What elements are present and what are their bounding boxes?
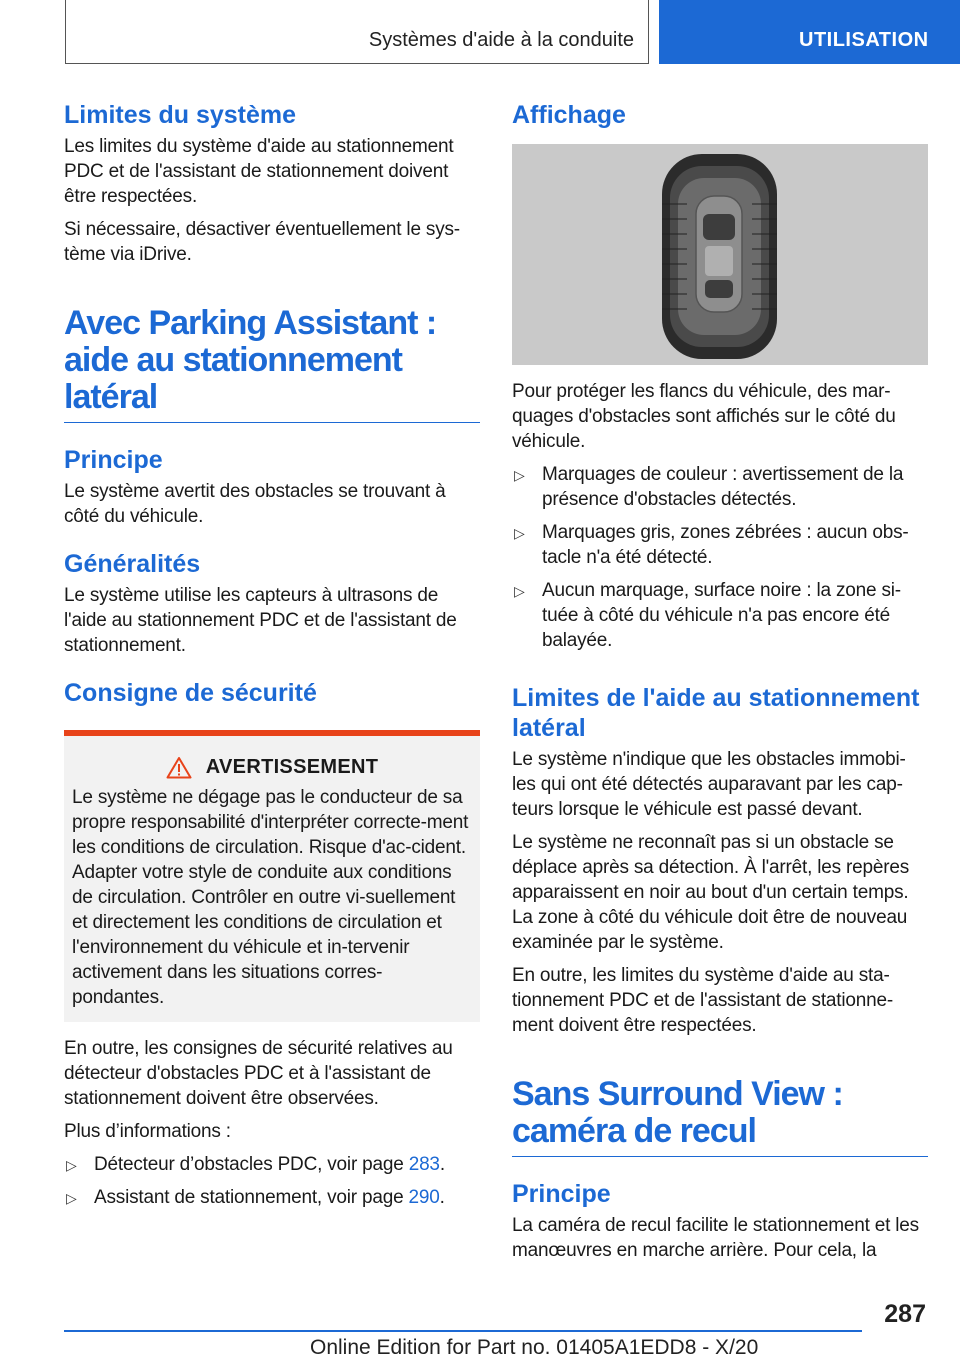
reference-item: ▷ Détecteur d’obstacles PDC, voir page 283. <box>64 1152 480 1177</box>
chapter-heading-rear-camera: Sans Surround View : caméra de recul <box>512 1076 928 1157</box>
more-info-label: Plus d’informations : <box>64 1121 231 1142</box>
general-heading: Généralités <box>64 550 201 578</box>
warning-triangle-icon <box>166 756 192 779</box>
limits-lateral-paragraph-2: Le système ne reconnaît pas si un obstacle se déplace après sa détection. À l'arrêt, les repères apparaissent en noir au bout d'un certain temps. La zone à côté du véhicule doit être de nouveau examinée par le système. <box>512 832 910 953</box>
triangle-right-outline-icon: ▷ <box>514 583 525 599</box>
principe-camera-heading: Principe <box>512 1180 611 1208</box>
limits-paragraph-2: Si nécessaire, désactiver éventuellement le sys‐tème via iDrive. <box>64 219 460 265</box>
limits-lateral-heading: Limites de l'aide au stationnement latéral <box>512 684 920 742</box>
header-section-title: Systèmes d'aide à la conduite <box>368 29 634 51</box>
warning-label: AVERTISSEMENT <box>205 756 379 778</box>
left-column <box>64 100 480 1218</box>
reference-list <box>64 1152 480 1210</box>
warning-text: Le système ne dégage pas le conducteur de sa propre responsabilité d'interpréter correcte‐ment les conditions de circulation. Risque d'ac‐cident. Adapter votre style de conduite aux conditions de circulation. Contrôler en outre vi‐suellement et directement les conditions de circulation et l'environnement du véhicule et in‐tervenir activement dans les situations corres‐pondantes. <box>72 787 469 1008</box>
limits-paragraph-1: Les limites du système d'aide au stationnement PDC et de l'assistant de stationnement doivent être respectées. <box>64 136 454 207</box>
header-chapter-tab[interactable] <box>659 0 960 64</box>
limits-lateral-paragraph-1: Le système n'indique que les obstacles immobi‐les qui ont été détectés auparavant par les cap‐teurs lorsque le véhicule est passé devant. <box>512 749 906 820</box>
display-bullet-list <box>512 462 928 653</box>
triangle-right-outline-icon: ▷ <box>514 467 525 483</box>
display-paragraph: Pour protéger les flancs du véhicule, des mar‐quages d'obstacles sont affichés sur le côté du véhicule. <box>512 381 896 452</box>
principe-heading: Principe <box>64 446 163 474</box>
header-section <box>65 0 649 64</box>
display-bullet-item: ▷ Marquages gris, zones zébrées : aucun obs‐tacle n'a été détecté. <box>514 522 909 568</box>
side-parking-illustration <box>512 144 928 365</box>
page-number: 287 <box>884 1300 926 1328</box>
limits-heading: Limites du système <box>64 101 297 129</box>
header-chapter-tab-label: UTILISATION <box>799 29 929 51</box>
limits-lateral-paragraph-3: En outre, les limites du système d'aide au sta‐tionnement PDC et de l'assistant de stationne‐ment doivent être respectées. <box>512 965 893 1036</box>
display-bullet-item: ▷ Marquages de couleur : avertissement de la présence d'obstacles détectés. <box>514 464 904 510</box>
triangle-right-outline-icon: ▷ <box>514 525 525 541</box>
footer-divider <box>64 1330 862 1332</box>
triangle-right-outline-icon: ▷ <box>66 1190 77 1206</box>
principe-paragraph: Le système avertit des obstacles se trouvant à côté du véhicule. <box>64 481 446 527</box>
display-heading: Affichage <box>512 101 626 129</box>
footer-edition: Online Edition for Part no. 01405A1EDD8 - X/20 <box>310 1336 759 1359</box>
principe-camera-paragraph: La caméra de recul facilite le stationnement et les manœuvres en marche arrière. Pour cela, la <box>512 1215 919 1261</box>
reference-item: ▷ Assistant de stationnement, voir page 290. <box>64 1185 480 1210</box>
side-parking-display-figure <box>512 144 928 365</box>
warning-box <box>64 730 480 1022</box>
page-link-283[interactable]: 283 <box>408 1154 440 1175</box>
general-paragraph: Le système utilise les capteurs à ultrasons de l'aide au stationnement PDC et de l'assistant de stationnement. <box>64 585 457 656</box>
safety-heading: Consigne de sécurité <box>64 679 317 707</box>
page-link-290[interactable]: 290 <box>408 1187 440 1208</box>
chapter-heading-lateral: Avec Parking Assistant : aide au stationnement latéral <box>64 305 480 423</box>
triangle-right-outline-icon: ▷ <box>66 1157 77 1173</box>
warning-header <box>72 756 472 779</box>
right-column <box>512 100 928 1271</box>
after-warning-paragraph: En outre, les consignes de sécurité relatives au détecteur d'obstacles PDC et à l'assistant de stationnement doivent être observées. <box>64 1038 453 1109</box>
display-bullet-item: ▷ Aucun marquage, surface noire : la zone si‐tuée à côté du véhicule n'a pas encore été balayée. <box>514 580 901 651</box>
